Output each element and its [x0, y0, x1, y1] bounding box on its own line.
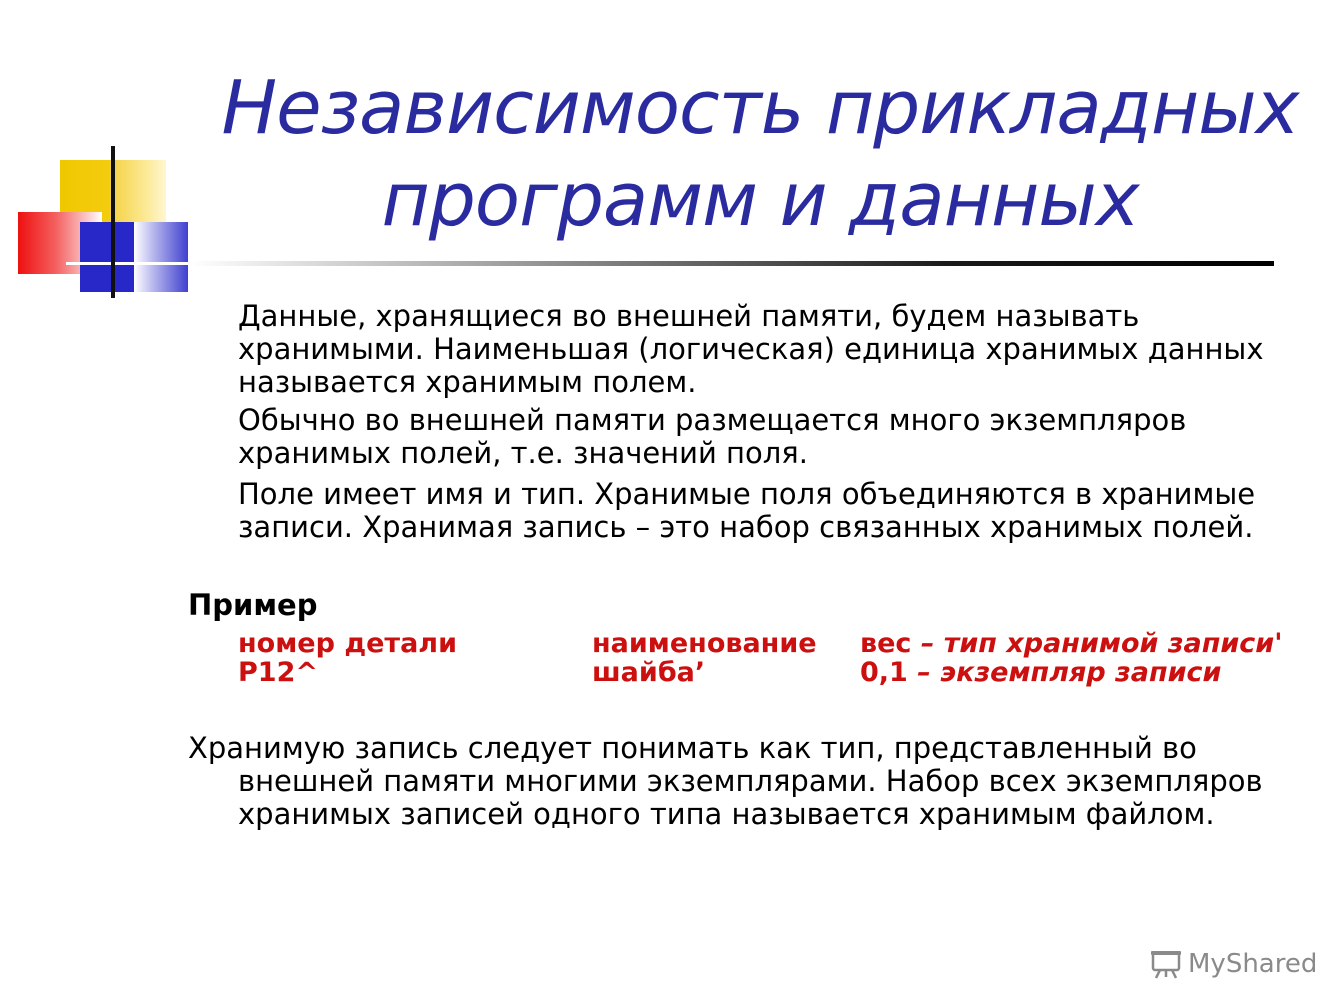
example-value-3: [860, 657, 1221, 688]
title-line-2: программ и данных: [381, 157, 1139, 243]
example-value-2: шайба’: [592, 657, 706, 688]
example-value-3-text: 0,1: [860, 657, 908, 688]
paragraph-line: Поле имеет имя и тип. Хранимые поля объединяются в хранимые: [238, 477, 1256, 511]
closing-line: хранимых записей одного типа называется хранимым файлом.: [238, 797, 1215, 831]
blue-square: [80, 222, 134, 292]
paragraph-3: [238, 478, 1298, 544]
title-line-1: Независимость прикладных: [221, 65, 1299, 151]
example-field-name-3-text: вес: [860, 628, 912, 659]
closing-line: внешней памяти многими экземплярами. Набор всех экземпляров: [238, 764, 1263, 798]
example-field-name-2: наименование: [592, 628, 817, 659]
black-vertical-line: [111, 146, 115, 298]
decorative-squares: [0, 0, 200, 310]
slide-title: [200, 62, 1320, 246]
title-rule: [190, 261, 1274, 266]
closing-paragraph: [188, 732, 1298, 831]
watermark: [1150, 944, 1317, 984]
example-field-name-3: [860, 628, 1282, 659]
paragraph-line: записи. Хранимая запись – это набор связанных хранимых полей.: [238, 510, 1254, 544]
paragraph-line: Данные, хранящиеся во внешней памяти, будем называть: [238, 299, 1140, 333]
presentation-board-icon: [1150, 949, 1182, 979]
paragraph-line: хранимых полей, т.е. значений поля.: [238, 436, 808, 470]
paragraph-2: [238, 404, 1298, 470]
paragraph-line: хранимыми. Наименьшая (логическая) единица хранимых данных: [238, 332, 1264, 366]
closing-line: Хранимую запись следует понимать как тип, представленный во: [188, 731, 1197, 765]
record-type-note: – тип хранимой записи': [920, 628, 1283, 659]
example-value-1: P12^: [238, 657, 318, 688]
white-line: [66, 262, 196, 265]
paragraph-1: [238, 300, 1298, 399]
blue-fade-square: [134, 222, 188, 292]
example-field-name-1: номер детали: [238, 628, 457, 659]
paragraph-line: называется хранимым полем.: [238, 365, 697, 399]
paragraph-line: Обычно во внешней памяти размещается много экземпляров: [238, 403, 1187, 437]
record-instance-note: – экземпляр записи: [917, 657, 1222, 688]
watermark-text: MyShared: [1188, 949, 1318, 979]
example-heading: Пример: [188, 588, 318, 622]
